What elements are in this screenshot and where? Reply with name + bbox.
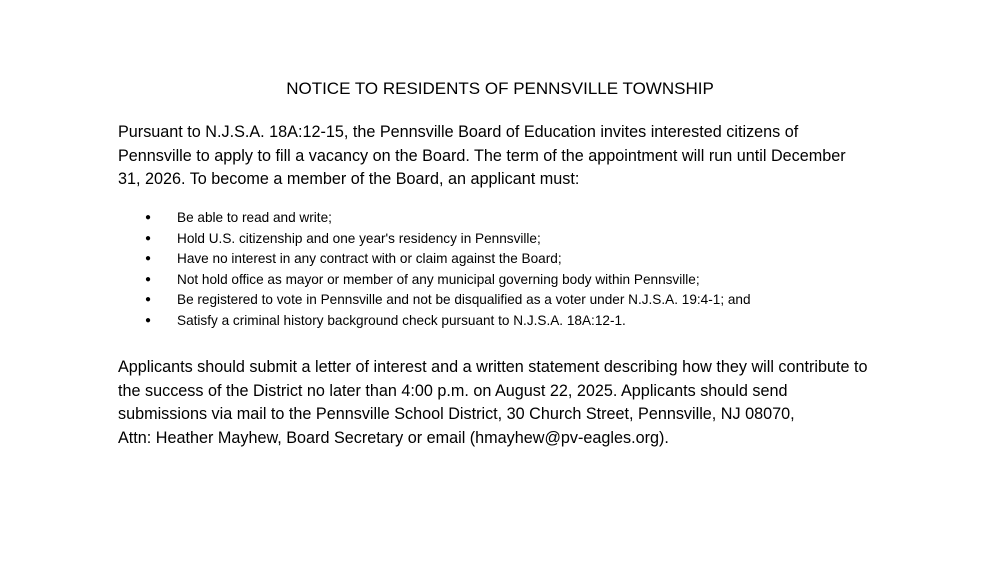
- intro-line: Pennsville to apply to fill a vacancy on the Board. The term of the appointment will run until December: [118, 146, 846, 165]
- bullet-icon: ●: [145, 232, 152, 244]
- requirements-list: [118, 208, 898, 332]
- closing-line: the success of the District no later than 4:00 p.m. on August 22, 2025. Applicants should send: [118, 381, 788, 400]
- requirement-item: [118, 249, 898, 270]
- bullet-icon: ●: [145, 294, 152, 306]
- requirement-text: Be able to read and write;: [177, 210, 332, 225]
- closing-line: submissions via mail to the Pennsville School District, 30 Church Street, Pennsville, NJ 08070,: [118, 405, 795, 423]
- requirement-item: [118, 311, 898, 332]
- requirement-text: Be registered to vote in Pennsville and not be disqualified as a voter under N.J.S.A. 19:4-1; and: [177, 292, 751, 308]
- requirement-text: Have no interest in any contract with or claim against the Board;: [177, 251, 562, 267]
- closing-paragraph: [118, 356, 908, 450]
- intro-paragraph: [118, 121, 908, 192]
- requirement-item: [118, 229, 898, 250]
- requirement-item: [118, 270, 898, 291]
- closing-line: Attn: Heather Mayhew, Board Secretary or email (hmayhew@pv-eagles.org).: [118, 428, 669, 447]
- requirement-text: Satisfy a criminal history background check pursuant to N.J.S.A. 18A:12-1.: [177, 312, 626, 328]
- bullet-icon: ●: [145, 212, 152, 223]
- notice-title: NOTICE TO RESIDENTS OF PENNSVILLE TOWNSHIP: [286, 79, 714, 98]
- bullet-icon: ●: [145, 273, 152, 285]
- requirement-item: [118, 290, 898, 311]
- requirement-text: Hold U.S. citizenship and one year's residency in Pennsville;: [177, 230, 541, 246]
- intro-line: 31, 2026. To become a member of the Board, an applicant must:: [118, 170, 580, 188]
- closing-line: Applicants should submit a letter of interest and a written statement describing how they will contribute to: [118, 358, 868, 376]
- bullet-icon: ●: [145, 253, 152, 265]
- requirement-text: Not hold office as mayor or member of any municipal governing body within Pennsville;: [177, 271, 700, 287]
- bullet-icon: ●: [145, 314, 152, 326]
- intro-line: Pursuant to N.J.S.A. 18A:12-15, the Pennsville Board of Education invites interested citizens of: [118, 123, 799, 141]
- requirement-item: [118, 208, 898, 229]
